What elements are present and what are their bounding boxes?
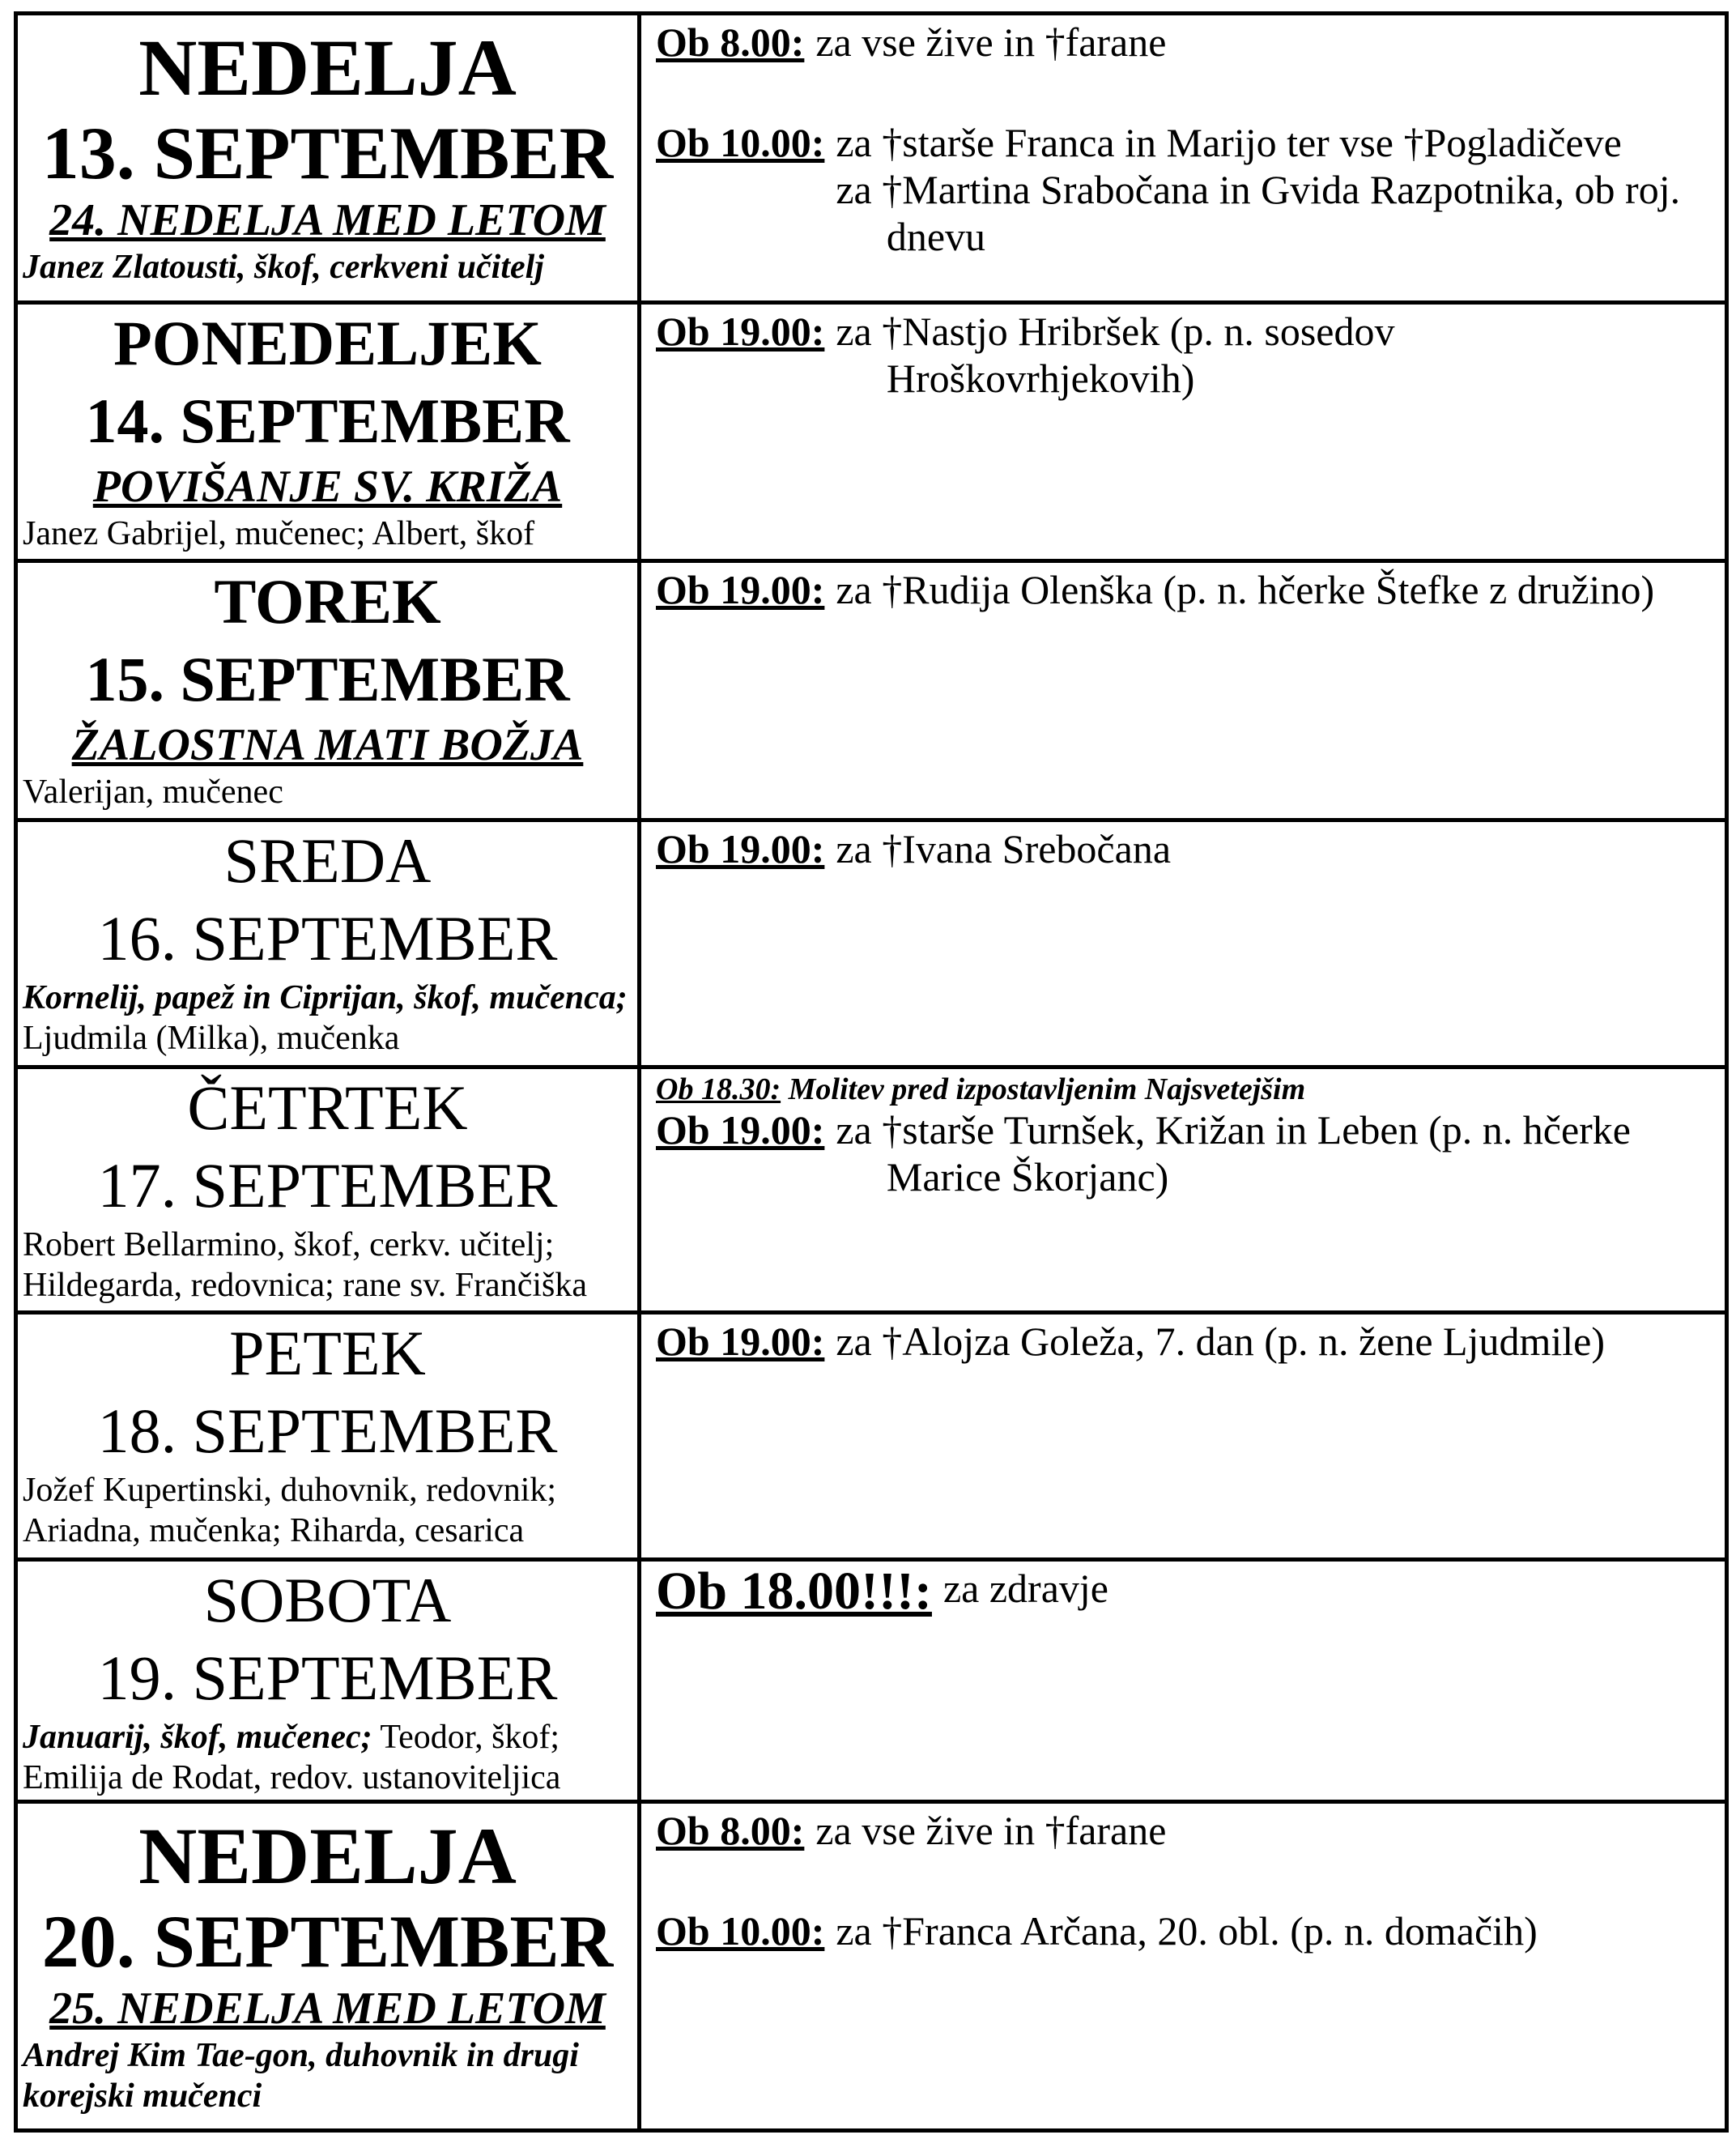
saints-of-day: Andrej Kim Tae-gon, duhovnik in drugi korejski mučenci [23, 2037, 579, 2115]
intention-lines [824, 1907, 1710, 1954]
mass-intentions-cell [640, 1313, 1727, 1560]
mass-entry [656, 1106, 1710, 1200]
note-time: Ob 18.30: [656, 1072, 781, 1106]
day-date: 16. SEPTEMBER [97, 903, 558, 974]
day-cell [16, 1802, 640, 2131]
spacer [656, 72, 1710, 119]
intention-line: za †Martina Srabočana in Gvida Razpotnika, ob roj. dnevu [836, 167, 1681, 259]
day-date: 18. SEPTEMBER [97, 1395, 558, 1466]
day-date: 17. SEPTEMBER [97, 1150, 558, 1221]
saints-other: Teodor, škof; Emilija de Rodat, redov. ustanoviteljica [23, 1719, 561, 1796]
mass-entry [656, 1318, 1710, 1365]
mass-entry [656, 1562, 1710, 1621]
liturgical-feast: ŽALOSTNA MATI BOŽJA [71, 720, 584, 770]
intention-line: za †starše Turnšek, Križan in Leben (p. n. hčerke Marice Škorjanc) [836, 1107, 1631, 1199]
day-name: TOREK [214, 566, 441, 637]
day-name: PONEDELJEK [113, 308, 542, 378]
day-cell [16, 303, 640, 561]
liturgical-feast: 24. NEDELJA MED LETOM [49, 195, 606, 245]
day-row [16, 303, 1727, 561]
spacer [656, 1860, 1710, 1907]
adoration-note [656, 1072, 1710, 1106]
day-row [16, 561, 1727, 820]
mass-entry [656, 825, 1710, 872]
day-date: 13. SEPTEMBER [41, 112, 614, 194]
day-date: 14. SEPTEMBER [85, 386, 570, 456]
intention-line: za †starše Franca in Marijo ter vse †Pogladičeve [836, 120, 1622, 165]
intention-lines [824, 566, 1710, 613]
intention-lines [824, 1318, 1710, 1365]
mass-time: Ob 10.00: [656, 1908, 825, 1954]
day-date: 19. SEPTEMBER [97, 1643, 558, 1713]
saints-of-day: Valerijan, mučenec [23, 773, 283, 811]
mass-entry [656, 308, 1710, 402]
mass-entry [656, 1807, 1710, 1854]
mass-entry [656, 1907, 1710, 1954]
intention-line: za vse žive in †farane [815, 19, 1167, 65]
day-name: SOBOTA [203, 1565, 452, 1635]
saints-main: Kornelij, papež in Ciprijan, škof, mučenca; [23, 979, 628, 1016]
saints-of-day: Janez Gabrijel, mučenec; Albert, škof [23, 515, 535, 552]
intention-line: za vse žive in †farane [815, 1808, 1167, 1853]
mass-time: Ob 18.00!!!: [656, 1562, 932, 1621]
saints-of-day: Jožef Kupertinski, duhovnik, redovnik; Ariadna, mučenka; Riharda, cesarica [23, 1472, 557, 1549]
mass-entry [656, 19, 1710, 66]
liturgical-feast: POVIŠANJE SV. KRIŽA [92, 462, 563, 512]
intention-line: za †Nastjo Hribršek (p. n. sosedov Hroškovrhjekovih) [836, 309, 1395, 401]
day-cell [16, 820, 640, 1067]
mass-intentions-cell [640, 561, 1727, 820]
day-date: 20. SEPTEMBER [41, 1900, 614, 1983]
intention-lines [804, 19, 1710, 66]
day-cell [16, 561, 640, 820]
day-row [16, 14, 1727, 303]
intention-lines [932, 1565, 1710, 1612]
intention-lines [824, 308, 1710, 402]
mass-schedule-table [14, 11, 1729, 2133]
day-cell [16, 1067, 640, 1313]
intention-lines [804, 1807, 1710, 1854]
mass-intentions-cell [640, 1802, 1727, 2131]
intention-line: za †Alojza Goleža, 7. dan (p. n. žene Ljudmile) [836, 1319, 1605, 1364]
day-row [16, 1802, 1727, 2131]
day-cell [16, 1313, 640, 1560]
saints-of-day: Robert Bellarmino, škof, cerkv. učitelj; Hildegarda, redovnica; rane sv. Frančiška [23, 1226, 587, 1304]
mass-intentions-cell [640, 14, 1727, 303]
intention-line: za †Rudija Olenška (p. n. hčerke Štefke z družino) [836, 567, 1655, 612]
intention-lines [824, 1106, 1710, 1200]
mass-time: Ob 19.00: [656, 309, 825, 354]
mass-time: Ob 8.00: [656, 19, 805, 65]
mass-time: Ob 10.00: [656, 120, 825, 165]
saints-main: Januarij, škof, mučenec; [23, 1719, 372, 1756]
intention-line: za †Ivana Srebočana [836, 826, 1172, 871]
mass-intentions-cell [640, 820, 1727, 1067]
intention-lines [824, 119, 1710, 260]
day-row [16, 1560, 1727, 1802]
day-cell [16, 1560, 640, 1802]
day-cell [16, 14, 640, 303]
day-name: SREDA [223, 825, 432, 896]
day-row [16, 1313, 1727, 1560]
mass-time: Ob 19.00: [656, 567, 825, 612]
day-row [16, 1067, 1727, 1313]
mass-time: Ob 19.00: [656, 1319, 825, 1364]
day-name: NEDELJA [138, 1811, 517, 1901]
saints-of-day: Janez Zlatousti, škof, cerkveni učitelj [23, 249, 544, 286]
mass-time: Ob 19.00: [656, 1107, 825, 1153]
liturgical-feast: 25. NEDELJA MED LETOM [49, 1983, 606, 2034]
intention-lines [824, 825, 1710, 872]
saints-other: Ljudmila (Milka), mučenka [23, 1020, 400, 1057]
mass-intentions-cell [640, 303, 1727, 561]
day-name: ČETRTEK [187, 1072, 468, 1143]
saints-of-day [18, 978, 637, 1059]
note-text: Molitev pred izpostavljenim Najsvetejšim [781, 1072, 1306, 1106]
mass-time: Ob 8.00: [656, 1808, 805, 1853]
day-date: 15. SEPTEMBER [85, 644, 570, 714]
mass-entry [656, 119, 1710, 260]
day-name: PETEK [229, 1318, 426, 1388]
saints-of-day [18, 1717, 637, 1798]
mass-intentions-cell [640, 1560, 1727, 1802]
mass-intentions-cell [640, 1067, 1727, 1313]
mass-time: Ob 19.00: [656, 826, 825, 871]
day-row [16, 820, 1727, 1067]
mass-entry [656, 566, 1710, 613]
intention-line: za †Franca Arčana, 20. obl. (p. n. domačih) [836, 1908, 1538, 1954]
day-name: NEDELJA [138, 23, 517, 113]
intention-line: za zdravje [942, 1566, 1108, 1611]
